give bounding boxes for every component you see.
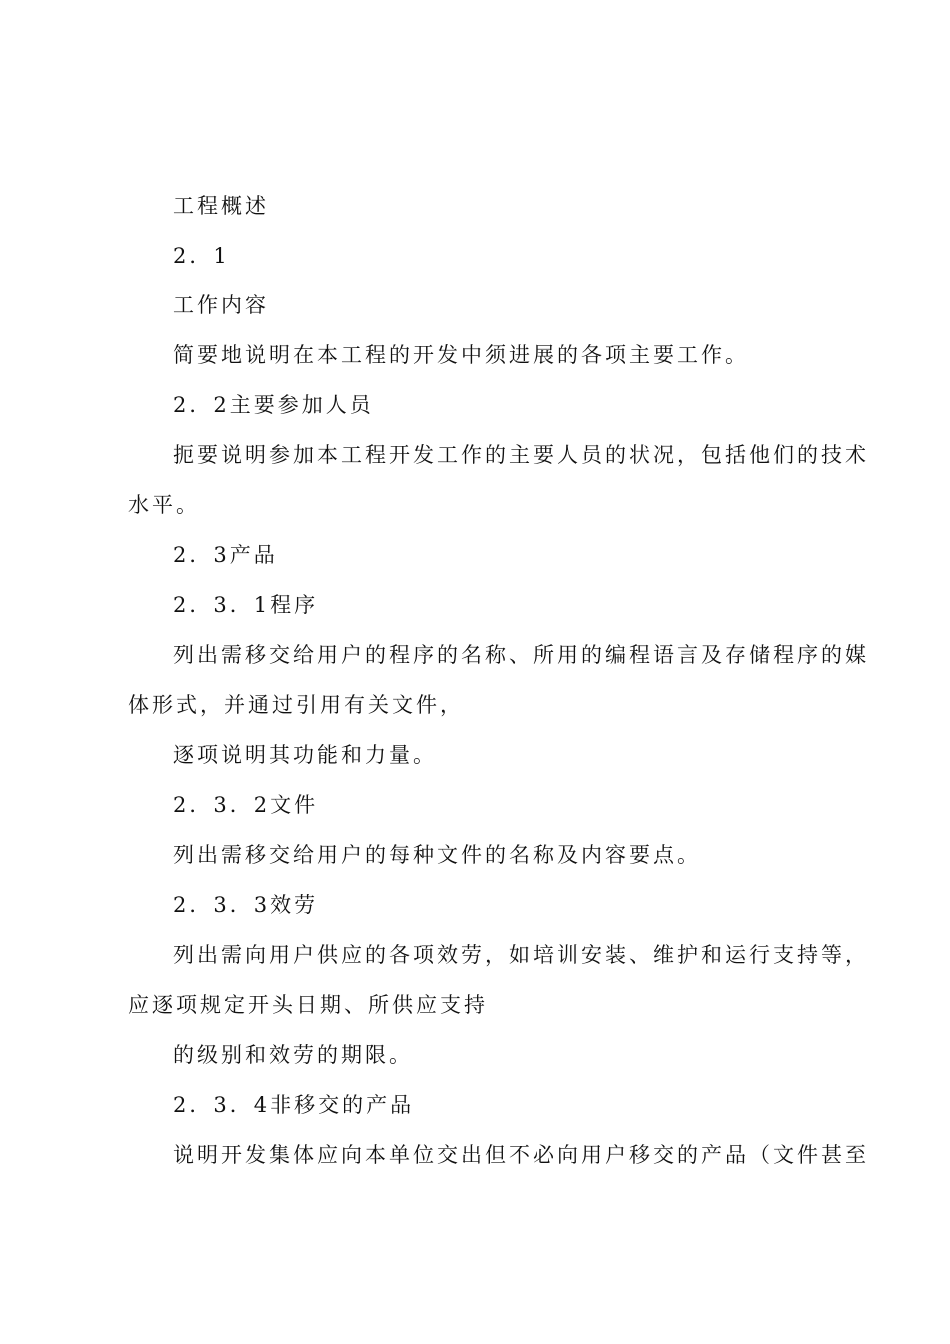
heading-products: 2．3产品 xyxy=(173,543,278,567)
paragraph-non-delivered-products: 说明开发集体应向本单位交出但不必向用户移交的产品（文件甚至 xyxy=(173,1143,869,1167)
heading-files: 2．3．2文件 xyxy=(173,793,319,817)
paragraph-work-content: 简要地说明在本工程的开发中须进展的各项主要工作。 xyxy=(173,343,749,367)
paragraph-files: 列出需移交给用户的每种文件的名称及内容要点。 xyxy=(173,843,701,867)
paragraph-services-line-2: 应逐项规定开头日期、所供应支持 xyxy=(128,993,488,1017)
section-number-2-1: 2．1 xyxy=(173,244,230,268)
paragraph-programs-line-1: 列出需移交给用户的程序的名称、所用的编程语言及存储程序的媒 xyxy=(173,643,869,667)
paragraph-programs-line-2: 体形式，并通过引用有关文件， xyxy=(128,693,464,717)
paragraph-services-line-1: 列出需向用户供应的各项效劳，如培训安装、维护和运行支持等， xyxy=(173,943,869,967)
paragraph-programs-line-3: 逐项说明其功能和力量。 xyxy=(173,743,437,767)
heading-work-content: 工作内容 xyxy=(173,293,269,317)
paragraph-participants-line-2: 水平。 xyxy=(128,493,200,517)
paragraph-participants-line-1: 扼要说明参加本工程开发工作的主要人员的状况，包括他们的技术 xyxy=(173,443,869,467)
heading-main-participants: 2．2主要参加人员 xyxy=(173,393,374,417)
heading-non-delivered-products: 2．3．4非移交的产品 xyxy=(173,1093,415,1117)
paragraph-services-line-3: 的级别和效劳的期限。 xyxy=(173,1043,413,1067)
heading-programs: 2．3．1程序 xyxy=(173,593,319,617)
heading-services: 2．3．3效劳 xyxy=(173,893,319,917)
heading-project-overview: 工程概述 xyxy=(173,194,269,218)
